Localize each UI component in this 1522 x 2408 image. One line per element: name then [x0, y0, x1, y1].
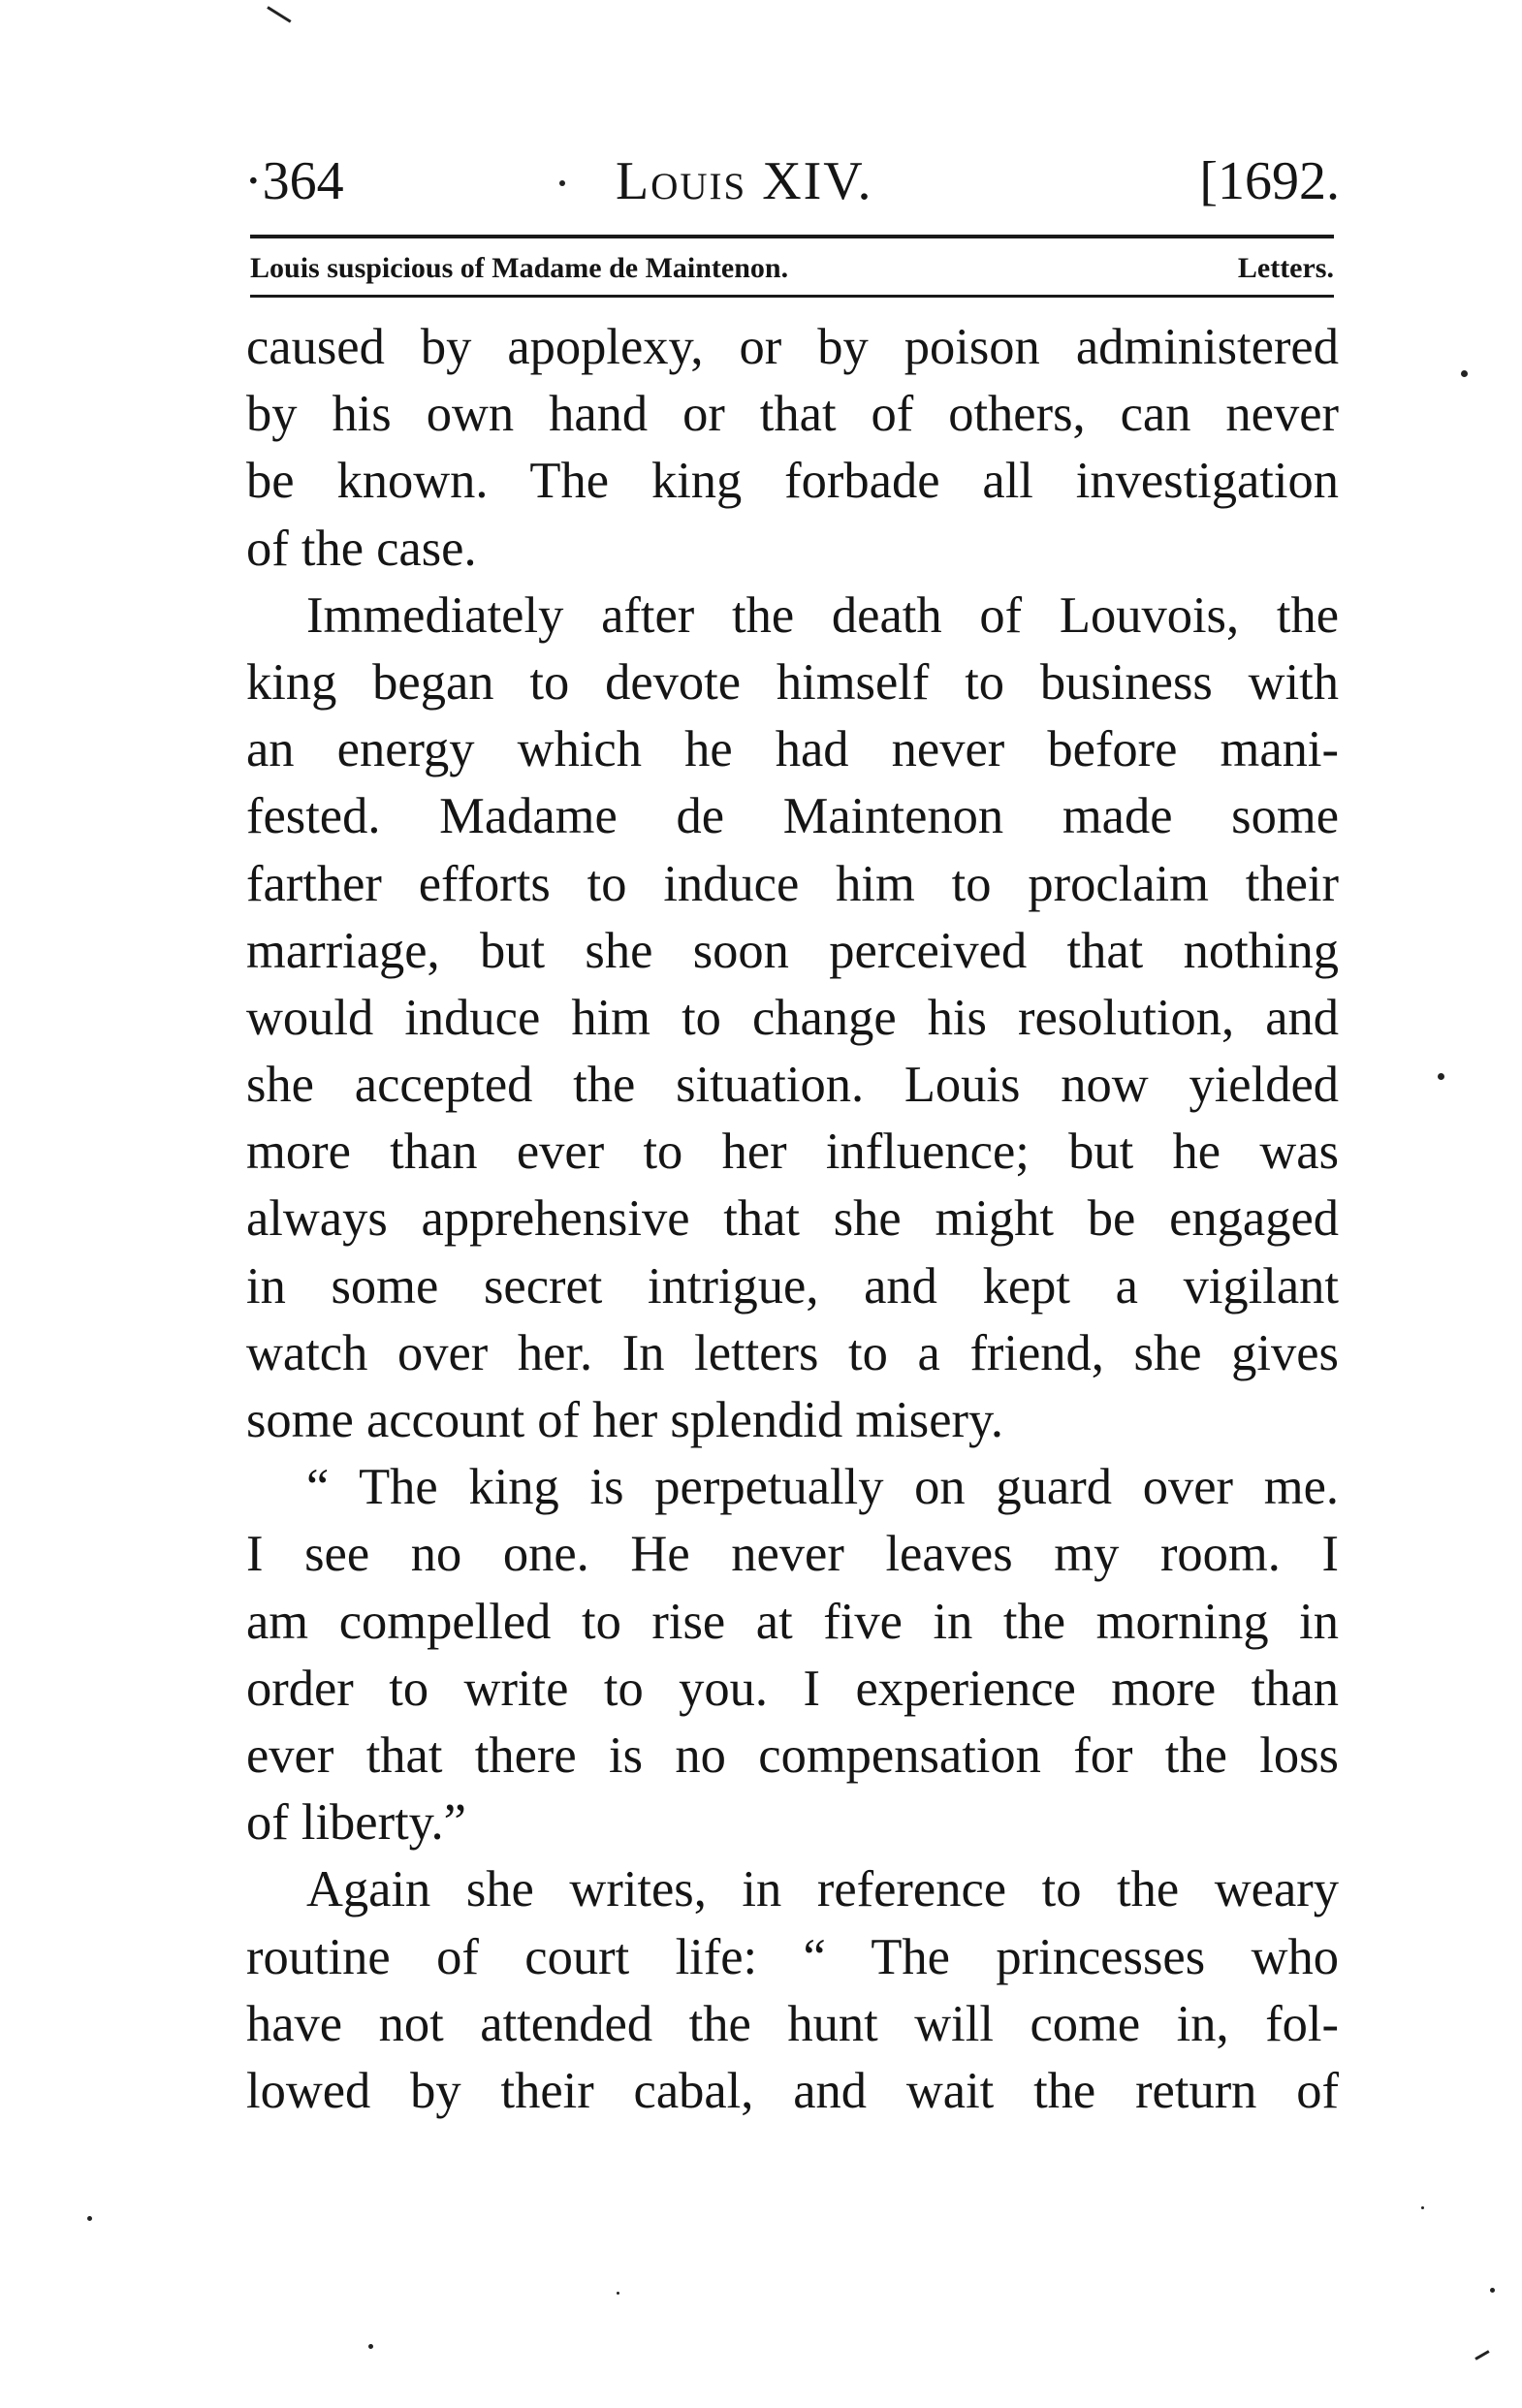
text-line: farther efforts to induce him to proclaim their [246, 855, 1339, 912]
scan-speck [1490, 2288, 1495, 2293]
text-line: more than ever to her influence; but he was [246, 1124, 1339, 1181]
text-line: she accepted the situation. Louis now yielded [246, 1057, 1339, 1114]
text-line: caused by apoplexy, or by poison administered [246, 319, 1339, 375]
text-line: have not attended the hunt will come in, fol- [246, 1995, 1339, 2052]
paragraph-first-line: “ The king is perpetually on guard over me. [306, 1459, 1339, 1516]
paragraph-first-line: Again she writes, in reference to the weary [306, 1861, 1339, 1918]
text-line: be known. The king forbade all investigation [246, 453, 1339, 510]
text-line: am compelled to rise at five in the morning in [246, 1593, 1339, 1650]
text-line: I see no one. He never leaves my room. I [246, 1526, 1339, 1583]
text-line: would induce him to change his resolution, and [246, 989, 1339, 1046]
page-number: ·364 [244, 151, 344, 211]
book-title: Louis XIV. [616, 151, 873, 211]
scan-speck [1438, 1073, 1444, 1080]
scan-mark [1474, 2350, 1489, 2360]
title-dot-mark [559, 180, 565, 186]
text-line: in some secret intrigue, and kept a vigilant [246, 1257, 1339, 1315]
scan-speck [1421, 2206, 1424, 2209]
scan-speck [617, 2292, 619, 2295]
header-rule-top [250, 235, 1334, 238]
text-line: lowed by their cabal, and wait the return of [246, 2062, 1339, 2119]
text-line: ever that there is no compensation for the loss [246, 1727, 1339, 1784]
body-text [246, 314, 1339, 2125]
header-year: [1692. [1199, 151, 1340, 211]
running-head [244, 147, 1340, 215]
scan-speck [1461, 370, 1468, 377]
text-line: an energy which he had never before mani- [246, 721, 1339, 778]
topic-subheader [250, 246, 1334, 291]
text-line: routine of court life: “ The princesses who [246, 1928, 1339, 1985]
text-line: king began to devote himself to business with [246, 653, 1339, 711]
subheader-right-topic: Letters. [1237, 252, 1334, 284]
text-line: some account of her splendid misery. [246, 1392, 1003, 1448]
text-line: watch over her. In letters to a friend, she gives [246, 1324, 1339, 1381]
header-rule-bottom [250, 295, 1334, 298]
text-line: marriage, but she soon perceived that nothing [246, 922, 1339, 979]
subheader-left-topic: Louis suspicious of Madame de Maintenon. [250, 252, 789, 284]
scan-speck [87, 2216, 92, 2221]
text-line: fested. Madame de Maintenon made some [246, 788, 1339, 845]
paragraph-first-line: Immediately after the death of Louvois, the [306, 586, 1339, 644]
scan-mark [267, 6, 291, 22]
scan-speck [368, 2344, 373, 2349]
text-line: of liberty.” [246, 1794, 466, 1852]
text-line: by his own hand or that of others, can never [246, 386, 1339, 443]
text-line: of the case. [246, 520, 477, 577]
text-line: always apprehensive that she might be engaged [246, 1190, 1339, 1248]
text-line: order to write to you. I experience more than [246, 1660, 1339, 1717]
